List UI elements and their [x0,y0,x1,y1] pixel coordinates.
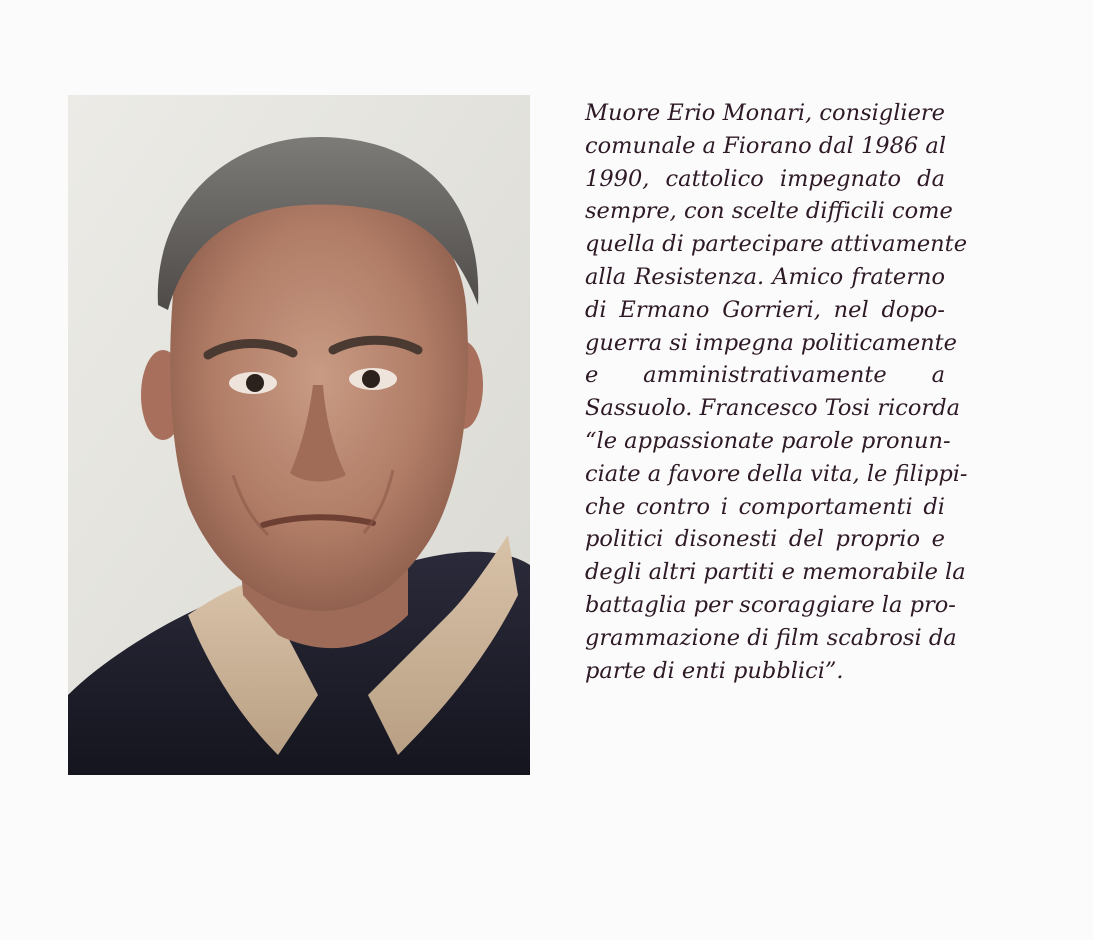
caption-line: Sassuolo. Francesco Tosi ricorda [585,395,961,422]
caption-line: 1990, cattolico impegnato da [585,165,945,192]
caption-line: ciate a favore della vita, le filippi- [585,460,968,487]
caption-line: battaglia per scoraggiare la pro- [585,591,956,618]
caption-line: e amministrativamente a [585,362,945,389]
caption-line: comunale a Fiorano dal 1986 al [585,132,947,159]
caption-line: “le appassionate parole pronun- [585,427,951,454]
caption-line: quella di partecipare attivamente [585,231,968,258]
caption-line: guerra si impegna politicamente [585,329,957,356]
caption-line: Muore Erio Monari, consigliere [585,100,945,126]
caption-line: parte di enti pubblici”. [585,657,844,684]
caption-line: alla Resistenza. Amico fraterno [585,263,945,290]
caption-line: grammazione di film scabrosi da [585,624,957,651]
portrait-illustration [68,95,530,775]
caption-line: sempre, con scelte difficili come [585,198,953,225]
caption-line: di Ermano Gorrieri, nel dopo- [585,296,945,323]
caption-line: degli altri partiti e memorabile la [585,559,966,586]
portrait-photo [68,95,530,775]
caption-line: che contro i comportamenti di [585,493,945,520]
caption-line: politici disonesti del proprio e [585,526,945,553]
caption-text [585,97,968,687]
